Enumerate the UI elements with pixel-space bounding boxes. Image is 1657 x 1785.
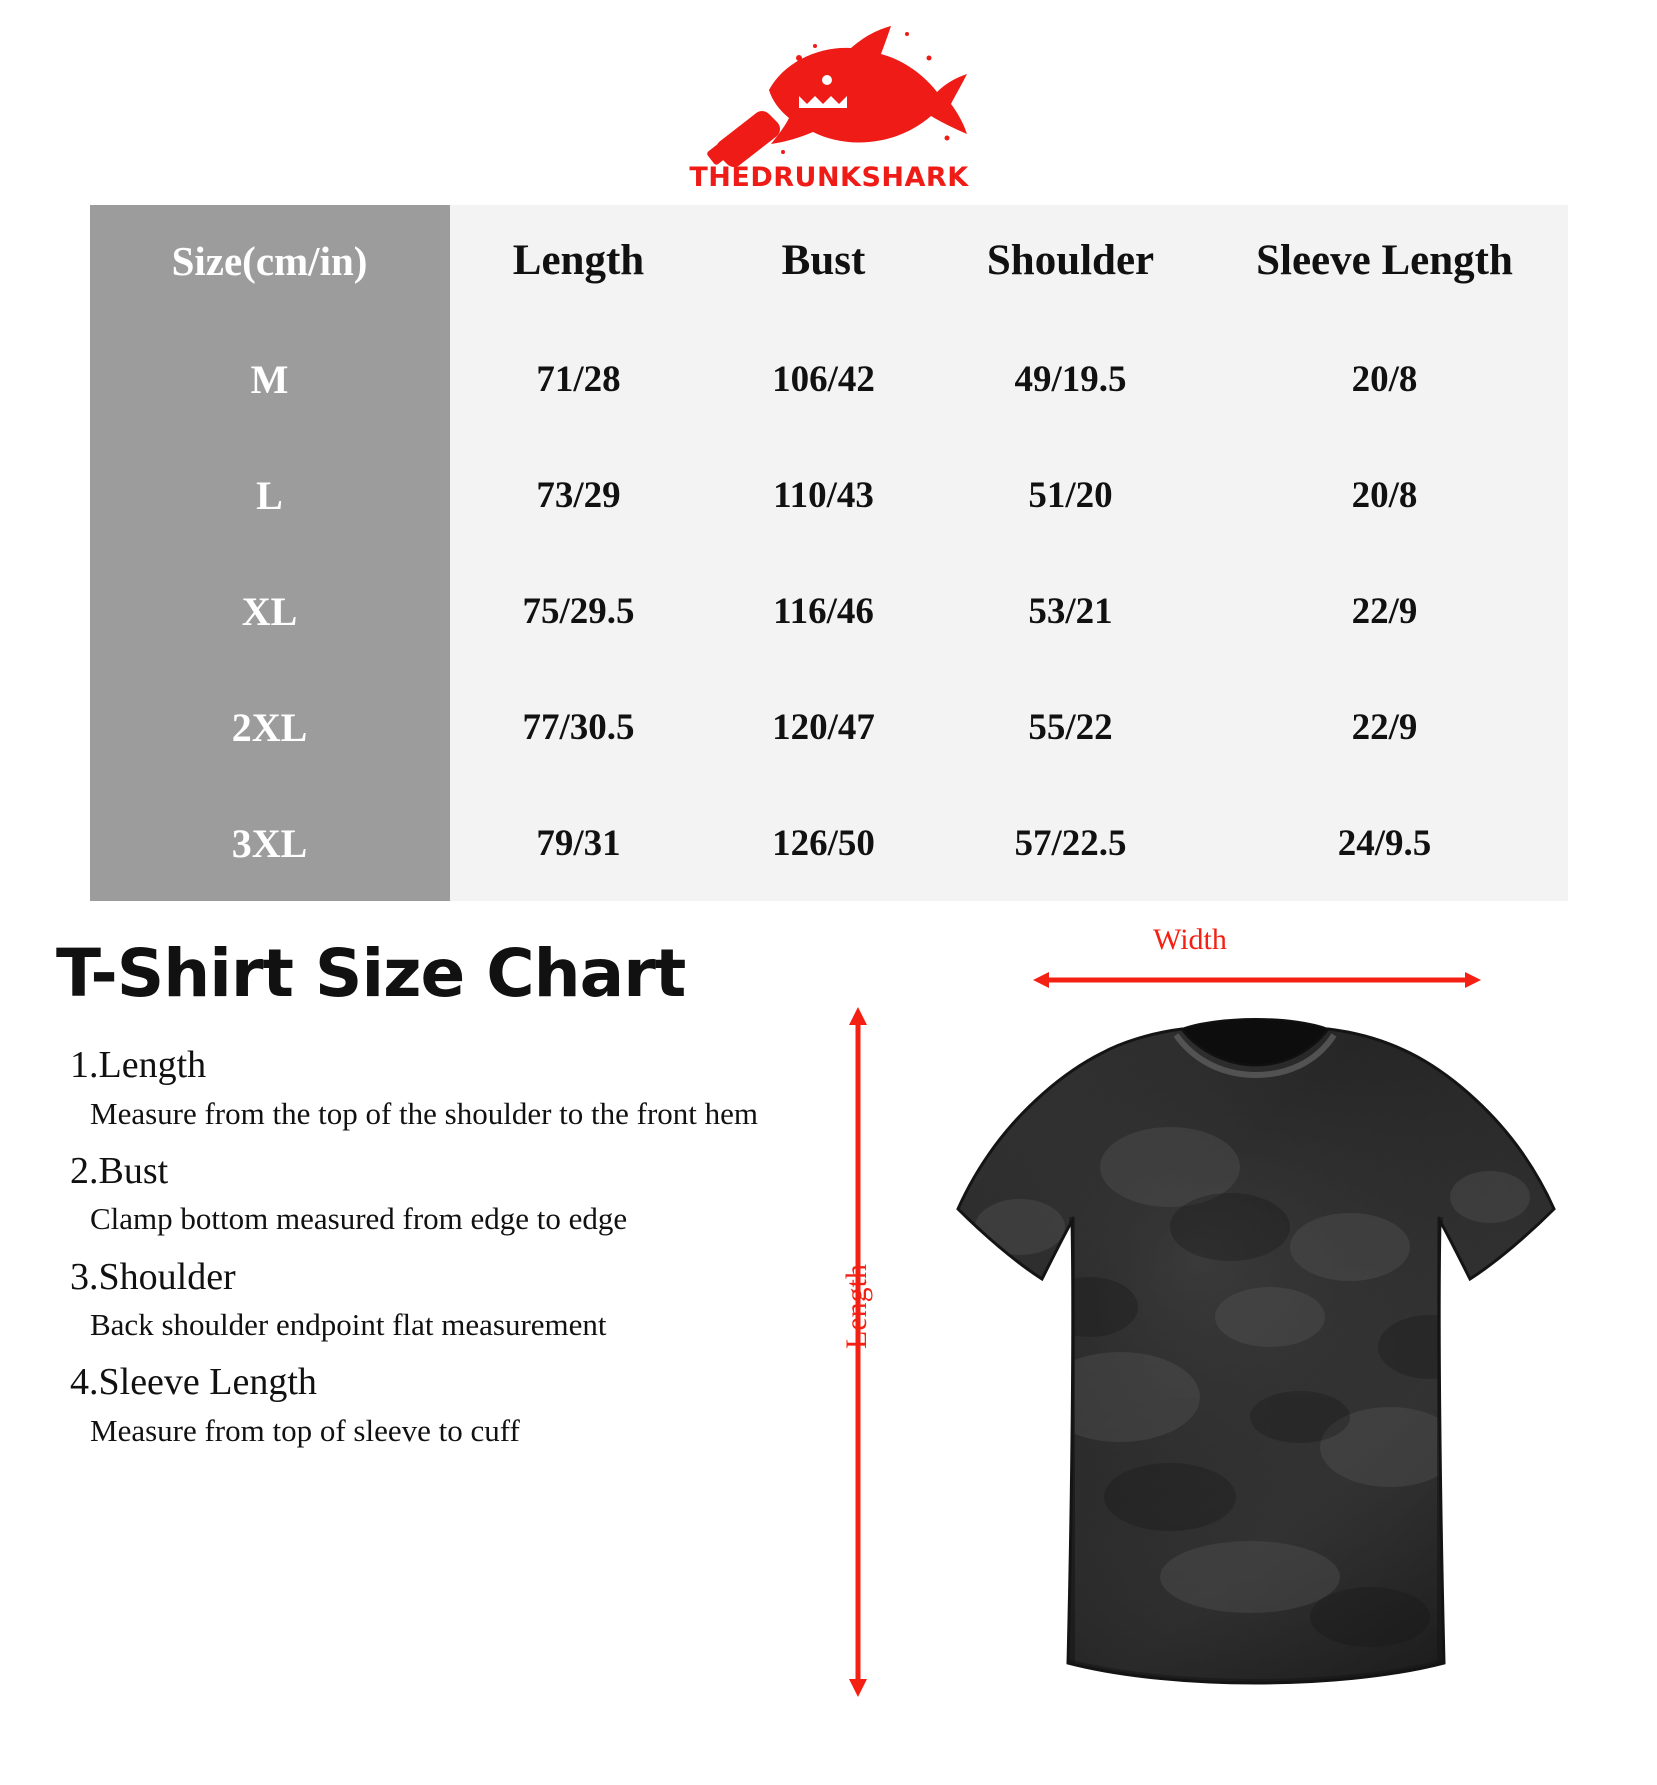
table-row (90, 669, 1568, 785)
size-table-head (90, 205, 1568, 321)
cell-length: 73/29 (536, 474, 621, 516)
cell-shoulder: 49/19.5 (1014, 358, 1127, 400)
cell-sleeve: 22/9 (1351, 590, 1418, 632)
header-shoulder: Shoulder (986, 237, 1155, 284)
guide-text-column (48, 929, 838, 1465)
guide-item-shoulder (48, 1254, 838, 1346)
cell-sleeve: 20/8 (1351, 474, 1418, 516)
cell-shoulder: 57/22.5 (1014, 822, 1127, 864)
tshirt-illustration (870, 1017, 1600, 1707)
header-size: Size(cm/in) (90, 205, 450, 321)
table-row (90, 553, 1568, 669)
table-row (90, 321, 1568, 437)
cell-bust: 120/47 (772, 706, 875, 748)
header-bust: Bust (781, 237, 866, 284)
size-table-body (90, 321, 1568, 901)
guide-item-heading: 2.Bust (70, 1149, 169, 1192)
table-row (90, 785, 1568, 901)
size-table (90, 205, 1568, 901)
cell-bust: 126/50 (772, 822, 875, 864)
width-label: Width (1153, 923, 1227, 956)
brand-name-text: THEDRUNKSHARK (688, 162, 969, 193)
size-table-container (90, 205, 1568, 901)
shark-with-bottle-icon (679, 18, 979, 198)
cell-size: L (90, 437, 450, 553)
cell-size: 3XL (90, 785, 450, 901)
guide-item-length (48, 1042, 838, 1134)
header-length: Length (512, 237, 645, 284)
cell-bust: 106/42 (772, 358, 875, 400)
cell-size: M (90, 321, 450, 437)
cell-sleeve: 20/8 (1351, 358, 1418, 400)
cell-size: XL (90, 553, 450, 669)
cell-length: 77/30.5 (522, 706, 635, 748)
guide-item-sleeve-length (48, 1359, 838, 1451)
guide-item-description: Back shoulder endpoint flat measurement (90, 1307, 607, 1343)
cell-sleeve: 22/9 (1351, 706, 1418, 748)
table-row (90, 437, 1568, 553)
cell-length: 75/29.5 (522, 590, 635, 632)
cell-sleeve: 24/9.5 (1337, 822, 1432, 864)
brand-logo-block (0, 0, 1657, 205)
cell-length: 71/28 (536, 358, 621, 400)
cell-shoulder: 53/21 (1028, 590, 1113, 632)
guide-item-heading: 3.Shoulder (70, 1255, 236, 1298)
cell-shoulder: 51/20 (1028, 474, 1113, 516)
guide-item-heading: 1.Length (70, 1044, 207, 1086)
cell-size: 2XL (90, 669, 450, 785)
guide-item-bust (48, 1148, 838, 1240)
cell-bust: 110/43 (773, 474, 874, 516)
length-arrow-icon (845, 1007, 871, 1697)
page-title: T-Shirt Size Chart (56, 935, 686, 1012)
guide-item-heading: 4.Sleeve Length (70, 1361, 317, 1404)
cell-bust: 116/46 (773, 590, 874, 632)
cell-length: 79/31 (536, 822, 621, 864)
guide-item-description: Measure from the top of the shoulder to the front hem (90, 1095, 759, 1131)
guide-item-description: Measure from top of sleeve to cuff (90, 1412, 520, 1448)
table-header-row (90, 205, 1568, 321)
width-arrow-icon (1033, 969, 1481, 991)
brand-logo (679, 18, 979, 198)
length-label: Length (840, 1264, 873, 1349)
guide-item-description: Clamp bottom measured from edge to edge (90, 1201, 628, 1237)
cell-shoulder: 55/22 (1028, 706, 1113, 748)
header-sleeve-length: Sleeve Length (1256, 237, 1513, 284)
measurement-guide-section (0, 923, 1657, 1769)
